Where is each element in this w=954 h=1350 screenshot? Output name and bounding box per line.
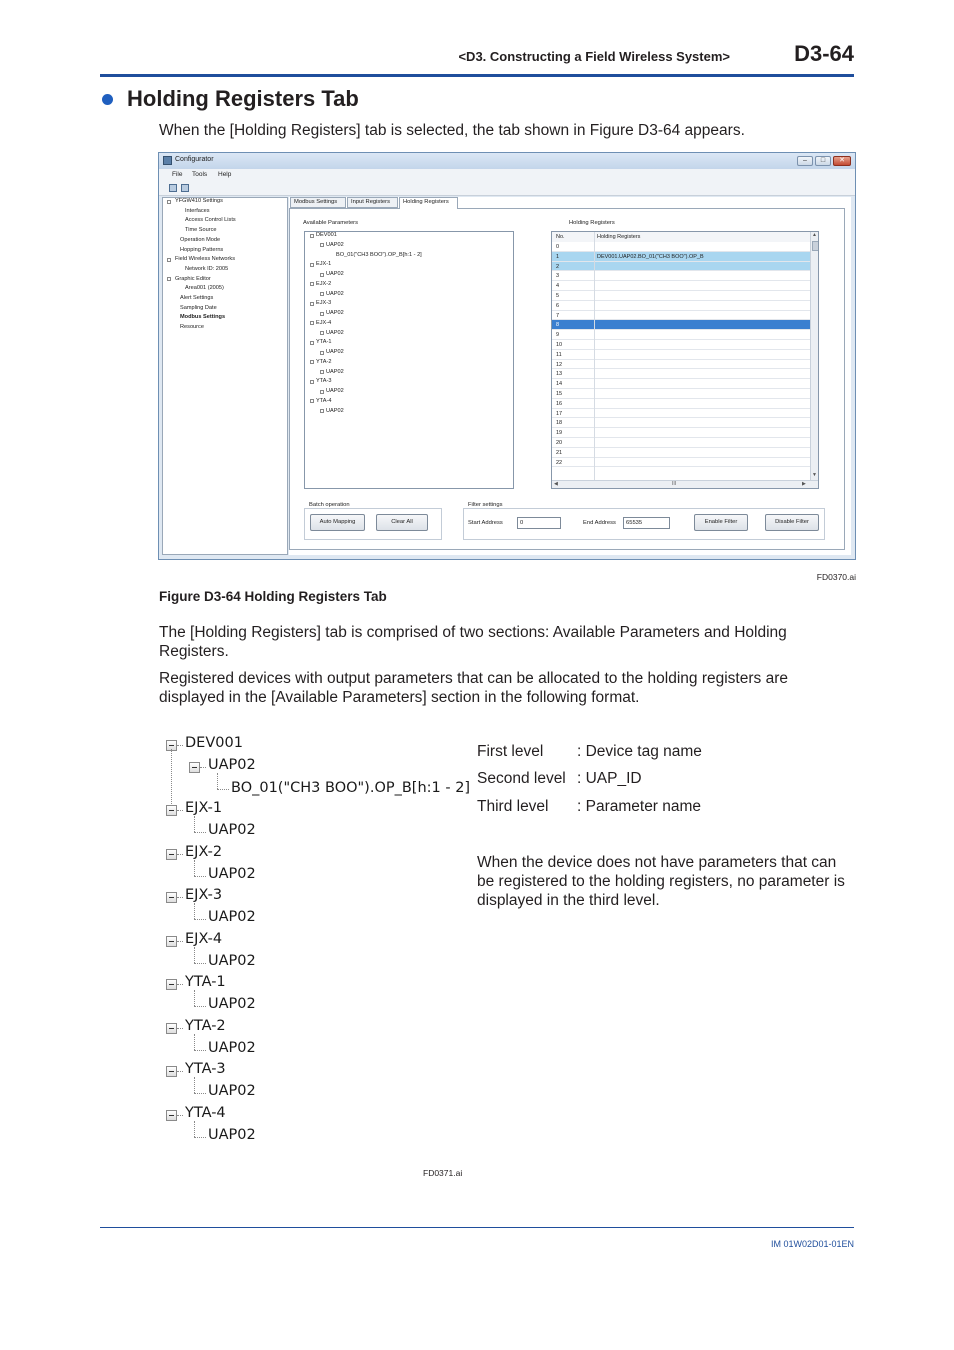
tree-connector [177,1115,183,1116]
tree-collapse-icon[interactable] [166,1066,177,1077]
row-number: 19 [556,430,563,437]
table-row[interactable] [552,448,810,458]
filter-settings-label: Filter settings [468,502,503,508]
scroll-right-icon[interactable]: ▶ [802,481,806,487]
table-row[interactable] [552,242,810,252]
table-row[interactable] [552,369,810,379]
tree-connector [194,903,195,919]
tree-connector [194,860,195,876]
tree-node[interactable]: EJX-1 [316,261,332,268]
tree-expander-icon[interactable] [310,302,314,306]
toolbar [159,181,855,196]
tree-connector [200,767,206,768]
close-button[interactable]: ✕ [833,156,851,166]
table-row[interactable] [552,360,810,370]
nav-item[interactable]: Graphic Editor [175,275,211,282]
tree-connector [194,1121,195,1137]
tree-expander-icon[interactable] [310,234,314,238]
tree-uap-node: UAP02 [208,1083,256,1099]
grid-header-registers: Holding Registers [597,234,641,240]
table-row[interactable] [552,458,810,468]
nav-item[interactable]: Field Wireless Networks [175,256,235,263]
tree-expander-icon[interactable] [320,409,324,413]
tree-uap-node: UAP02 [208,822,256,838]
row-number: 16 [556,400,563,407]
tree-device-node: YTA-4 [185,1104,226,1121]
row-register: DEV001.UAP02.BO_01("CH3 BOO").OP_B [597,253,704,260]
tree-device-node: YTA-2 [185,1017,226,1034]
minimize-button[interactable]: – [797,156,813,166]
nav-item[interactable]: Network ID: 2005 [185,265,229,272]
tree-node[interactable]: UAP02 [326,388,344,394]
scroll-up-icon[interactable]: ▲ [812,232,817,238]
scroll-thumb[interactable] [812,241,819,251]
row-number: 8 [556,322,560,329]
row-number: 2 [556,263,560,270]
table-row[interactable] [552,320,810,330]
nav-item[interactable]: YFGW410 Settings [175,198,223,204]
row-number: 13 [556,371,563,378]
horizontal-scrollbar[interactable] [552,480,818,489]
level-first-name: First level [477,743,544,760]
end-address-input[interactable]: 65535 [623,517,670,529]
nav-item[interactable]: Area001 (2005) [185,285,224,292]
level-first-desc: : Device tag name [577,743,702,760]
row-number: 5 [556,293,560,299]
row-number: 20 [556,440,563,446]
scroll-grip[interactable]: III [672,481,677,487]
batch-operation-label: Batch operation [309,502,350,508]
tree-collapse-icon[interactable] [166,805,177,816]
tab-holding-registers[interactable]: Holding Registers [399,197,458,209]
tree-uap-node: UAP02 [208,909,256,925]
row-number: 18 [556,420,563,427]
tree-connector [194,816,195,832]
tree-connector [177,984,183,985]
tree-node[interactable]: BO_01("CH3 BOO").OP_B[h:1 - 2] [336,251,422,258]
tree-connector [177,810,183,811]
column-separator [594,232,595,480]
nav-item[interactable]: Resource [180,324,204,331]
row-number: 9 [556,332,560,339]
tree-expander-icon[interactable] [320,390,324,394]
tree-connector [194,947,195,963]
table-row[interactable] [552,389,810,399]
tree-node[interactable]: YTA-4 [316,397,332,404]
tree-expander-icon[interactable] [320,370,324,374]
tree-connector [177,897,183,898]
row-number: 21 [556,449,563,456]
end-address-label: End Address [583,520,616,526]
tree-collapse-icon[interactable] [166,936,177,947]
tree-collapse-icon[interactable] [166,1023,177,1034]
tree-uap-node: UAP02 [208,996,256,1012]
nav-expander-icon[interactable] [167,258,171,262]
row-number: 12 [556,361,563,368]
tree-node[interactable]: DEV001 [316,232,337,238]
holding-registers-grid[interactable] [551,231,819,489]
tree-uap-node: UAP02 [208,756,256,773]
tree-connector [194,1137,206,1138]
tree-node[interactable]: UAP02 [326,290,344,297]
row-number: 4 [556,283,560,290]
tree-connector [194,1050,206,1051]
tree-connector [194,832,206,833]
tree-uap-node: UAP02 [208,952,256,969]
tree-expander-icon[interactable] [320,243,324,247]
tree-expander-icon[interactable] [310,263,314,267]
nav-item[interactable]: Alert Settings [180,295,214,301]
tree-connector [177,854,183,855]
tree-uap-node: UAP02 [208,1039,256,1056]
app-icon [163,156,172,165]
document-number: IM 01W02D01-01EN [770,1239,854,1249]
table-row[interactable] [552,301,810,311]
tree-expander-icon[interactable] [310,380,314,384]
tree-node[interactable]: EJX-4 [316,319,332,326]
table-row[interactable] [552,262,810,272]
tree-node[interactable]: UAP02 [326,368,344,375]
title-bar [159,153,855,169]
menu-help[interactable]: Help [218,171,232,178]
table-row[interactable] [552,379,810,389]
nav-item[interactable]: Access Control Lists [185,217,236,224]
start-address-input[interactable]: 0 [517,517,561,529]
tree-connector [217,773,218,789]
tree-uap-node: UAP02 [208,1126,256,1143]
tree-node[interactable]: EJX-2 [316,280,332,287]
table-row[interactable] [552,409,810,419]
nav-item[interactable]: Interfaces [185,207,210,214]
table-row[interactable] [552,428,810,438]
tree-connector [177,941,183,942]
available-parameters-label: Available Parameters [303,220,358,226]
tree-device-node: EJX-2 [185,843,223,860]
start-address-label: Start Address [468,520,503,526]
table-row[interactable] [552,438,810,448]
level-second-name: Second level [477,770,566,787]
tree-collapse-icon[interactable] [166,979,177,990]
tree-expander-icon[interactable] [320,273,324,277]
tree-expander-icon[interactable] [320,331,324,335]
tree-collapse-icon[interactable] [189,762,200,773]
scroll-left-icon[interactable]: ◀ [554,481,558,487]
tree-connector [194,990,195,1006]
row-number: 0 [556,244,560,250]
nav-item[interactable]: Operation Mode [180,236,221,243]
tree-device-node: EJX-4 [185,930,223,947]
tree-connector [194,876,206,877]
configurator-window [158,152,856,560]
tree-connector [177,1071,183,1072]
tree-uap-node: UAP02 [208,865,256,882]
open-icon[interactable] [169,184,177,192]
row-number: 22 [556,459,563,466]
tree-expander-icon[interactable] [310,399,314,403]
row-number: 3 [556,273,560,280]
table-row[interactable] [552,271,810,281]
intro-paragraph: When the [Holding Registers] tab is selected, the tab shown in Figure D3-64 appears. [159,122,745,139]
row-number: 1 [556,253,560,260]
tab-modbus-settings[interactable]: Modbus Settings [290,197,346,208]
figure2-file-ref: FD0371.ai [423,1168,463,1178]
table-row[interactable] [552,399,810,409]
footer-rule [100,1227,854,1228]
tree-node[interactable]: UAP02 [326,271,344,277]
holding-registers-label: Holding Registers [569,220,615,226]
nav-item[interactable]: Modbus Settings [180,314,226,321]
nav-expander-icon[interactable] [167,200,171,204]
tree-node[interactable]: UAP02 [326,407,344,414]
tree-expander-icon[interactable] [320,312,324,316]
tree-expander-icon[interactable] [310,360,314,364]
figure1-file-ref: FD0370.ai [816,572,856,582]
disable-filter-button[interactable]: Disable Filter [765,514,819,531]
tree-connector [217,789,229,790]
tree-expander-icon[interactable] [310,282,314,286]
grid-header-no: No. [556,234,565,240]
tree-connector [177,745,183,746]
row-number: 6 [556,302,560,309]
table-row[interactable] [552,252,810,262]
row-number: 17 [556,410,563,417]
tree-device-node: DEV001 [185,735,243,751]
nav-item[interactable]: Sampling Date [180,304,217,311]
tree-connector [194,1093,206,1094]
menu-bar [159,169,855,181]
auto-mapping-button[interactable]: Auto Mapping [310,514,365,531]
table-row[interactable] [552,340,810,350]
paragraph-format: Registered devices with output parameters that can be allocated to the holding registers are displayed in the [Available Parameters] section in the following format. [159,670,788,706]
row-number: 14 [556,381,563,388]
tree-expander-icon[interactable] [310,321,314,325]
tree-node[interactable]: UAP02 [326,349,344,355]
clear-all-button[interactable]: Clear All [376,514,428,531]
enable-filter-button[interactable]: Enable Filter [694,514,748,531]
tree-node[interactable]: UAP02 [326,329,344,336]
tree-connector [194,1006,206,1007]
tab-input-registers[interactable]: Input Registers [347,197,398,208]
tree-node[interactable]: EJX-3 [316,300,332,307]
tree-device-node: YTA-3 [185,1061,226,1078]
table-row[interactable] [552,291,810,301]
tree-node[interactable]: UAP02 [326,241,344,248]
tree-connector [194,963,206,964]
nav-item[interactable]: Hopping Patterns [180,246,224,253]
row-number: 11 [556,351,562,358]
table-row[interactable] [552,330,810,340]
tree-node[interactable]: YTA-2 [316,358,332,365]
available-parameters-tree[interactable] [304,231,514,489]
level-second-desc: : UAP_ID [577,770,642,787]
tree-device-node: YTA-1 [185,974,226,991]
row-number: 15 [556,391,563,397]
table-row[interactable] [552,418,810,428]
header-rule [100,74,854,77]
tree-node[interactable]: UAP02 [326,310,344,316]
page-number: D3-64 [794,41,854,66]
tree-collapse-icon[interactable] [166,892,177,903]
menu-tools[interactable]: Tools [192,171,208,178]
section-title: Holding Registers Tab [127,86,359,111]
scroll-down-icon[interactable]: ▼ [812,472,817,478]
save-icon[interactable] [181,184,189,192]
tree-parameter-node: BO_01("CH3 BOO").OP_B[h:1 - 2] [231,779,471,796]
figure-caption: Figure D3-64 Holding Registers Tab [159,589,387,604]
level-third-desc: : Parameter name [577,798,702,815]
tree-connector [177,1028,183,1029]
tree-expander-icon[interactable] [320,292,324,296]
tree-device-node: EJX-1 [185,800,223,817]
window-title: Configurator [175,156,214,163]
maximize-button[interactable]: □ [815,156,831,166]
tree-connector [194,919,206,920]
tree-device-node: EJX-3 [185,887,223,904]
tree-connector [194,1034,195,1050]
running-header: <D3. Constructing a Field Wireless System> [458,49,730,64]
menu-file[interactable]: File [172,171,183,178]
tree-expander-icon[interactable] [310,341,314,345]
third-level-note: When the device does not have parameters that can be registered to the holding registers, no parameter is displayed in the third level. [477,854,845,909]
level-third-name: Third level [477,798,549,815]
tree-connector [194,1077,195,1093]
table-row[interactable] [552,281,810,291]
table-row[interactable] [552,311,810,321]
bullet-icon [102,94,113,105]
tree-node[interactable]: YTA-1 [316,339,332,346]
nav-item[interactable]: Time Source [185,227,217,234]
vertical-scrollbar[interactable] [810,232,819,480]
row-number: 10 [556,342,563,348]
tree-collapse-icon[interactable] [166,849,177,860]
row-number: 7 [556,312,560,319]
tree-collapse-icon[interactable] [166,1110,177,1121]
tree-expander-icon[interactable] [320,351,324,355]
nav-expander-icon[interactable] [167,277,171,281]
table-row[interactable] [552,350,810,360]
paragraph-sections: The [Holding Registers] tab is comprised of two sections: Available Parameters and Holding Registers. [159,624,787,660]
tree-node[interactable]: YTA-3 [316,378,332,385]
